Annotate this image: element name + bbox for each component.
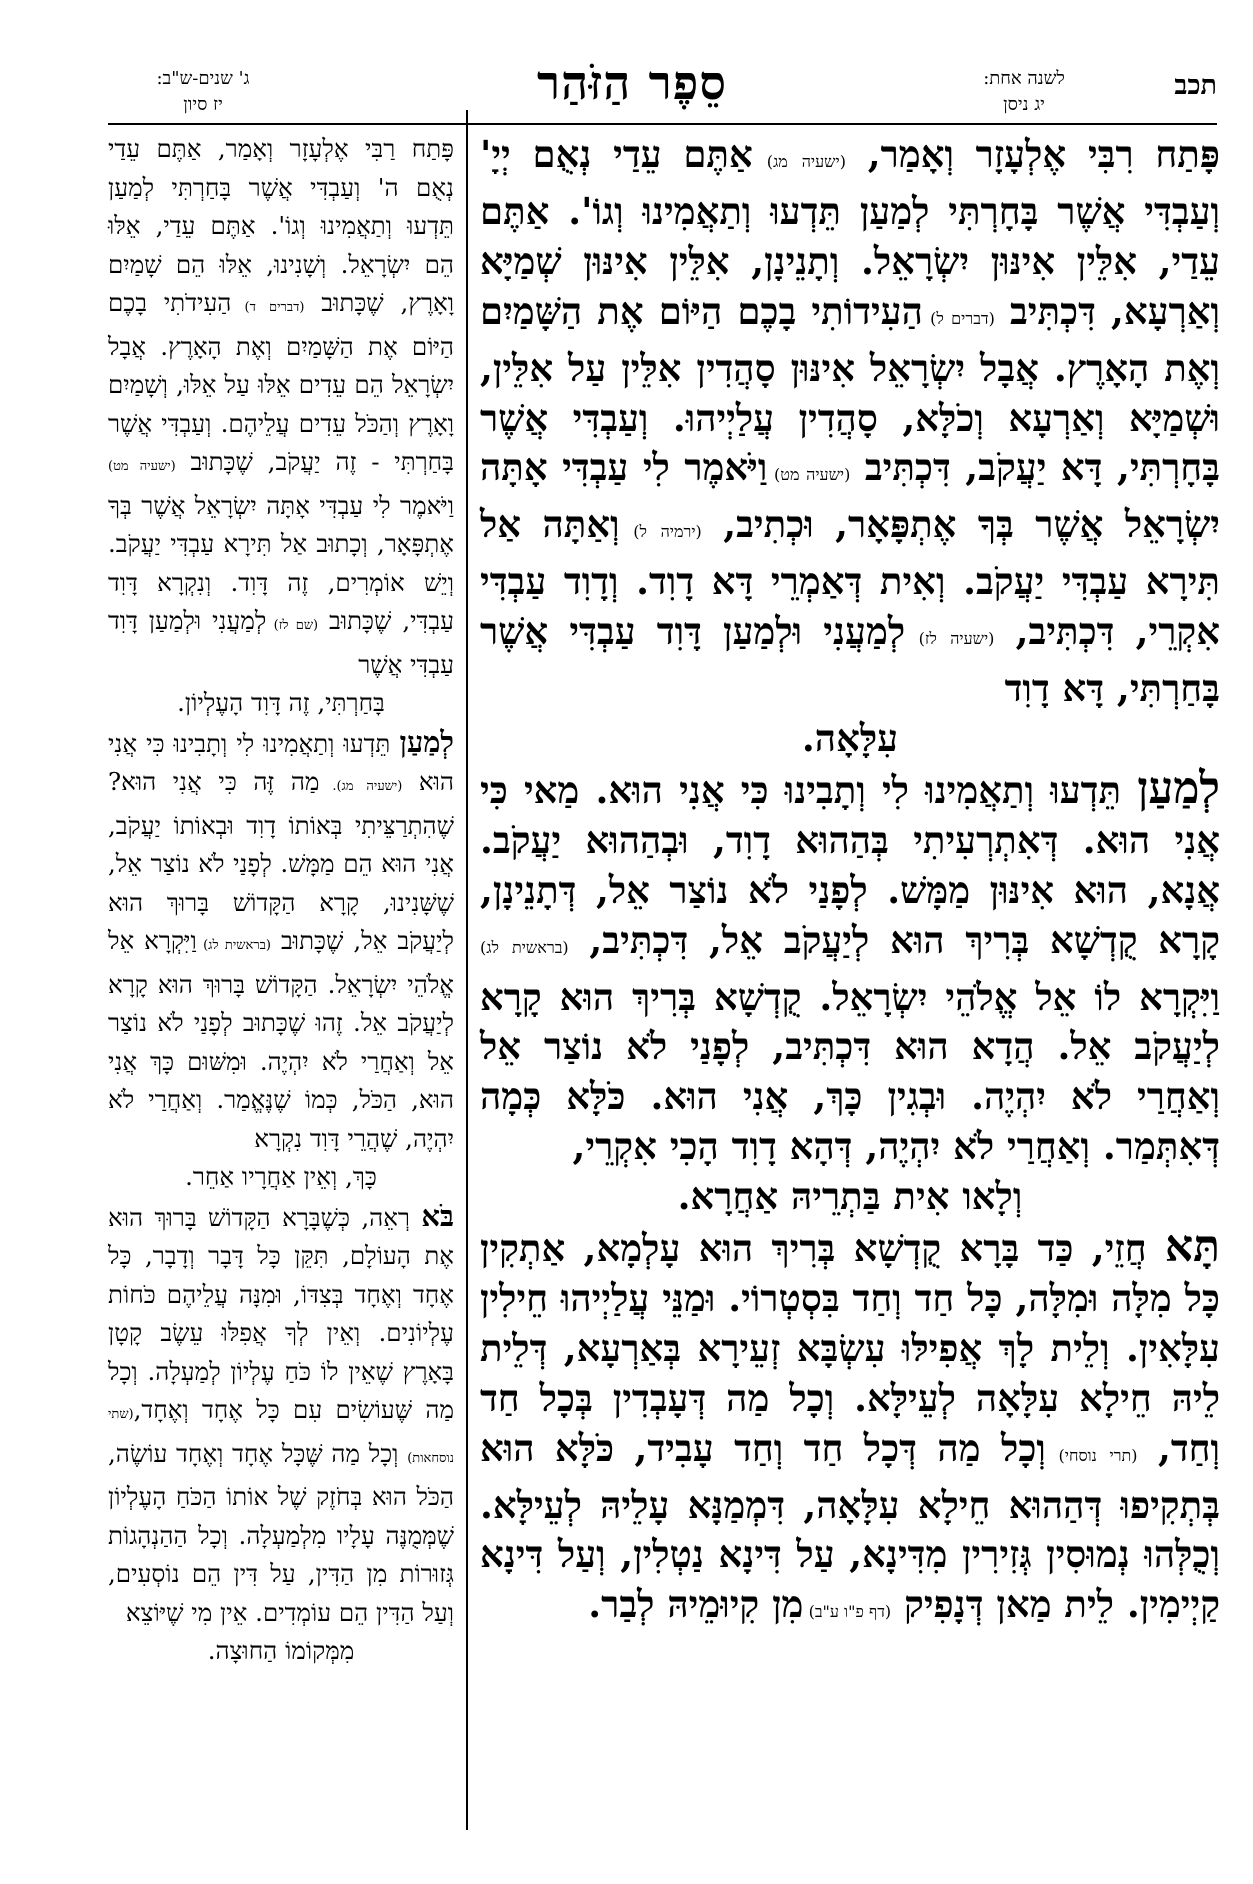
hebrew-text: הַעִידֹתִי בָכֶם הַיּוֹם אֶת הַשָּׁמַיִם וְאֶת הָאָרֶץ. אֲבָל יִשְׂרָאֵל הֵם עֵדִים אֵלּוּ עַל אֵלּוּ, וְשָׁמַיִם וָאָרֶץ וְהַכֹּל עֵדִים עֲלֵיהֶם. וְעַבְדִּי אֲשֶׁר בָּחַרְתִּי - זֶה יַעֲקֹב, שֶׁכָּתוּב: [108, 288, 454, 476]
opening-word: לְמַעַן: [1137, 762, 1220, 814]
aramaic-text: פָּתַח רִבִּי אֶלְעָזָר וְאָמַר,: [845, 132, 1221, 176]
opening-word: לְמַעַן: [399, 724, 454, 759]
source-reference: (בראשית לג): [480, 937, 569, 957]
three-year-date: יז סיון: [183, 94, 223, 115]
source-reference: (דברים ד): [231, 300, 305, 315]
page-number: תכב: [1174, 70, 1217, 101]
hebrew-text: לְמַעֲנִי וּלְמַעַן דָּוִד עַבְדִּי אֲשֶׁר: [108, 606, 454, 679]
aramaic-paragraph-2: [480, 764, 1220, 1172]
hebrew-paragraph-1: [108, 130, 454, 684]
aramaic-text: וְכָל מַה דְּכָל חַד וְחַד עָבִיד, כֹּלָּא הוּא בְּתְקִיפוּ דְּהַהוּא חֵילָא עִלָּאָה, דִּמְמַנָּא עָלֵיהּ לְעֵילָּא. וְכֻלְּהוּ נְמוּסִין גְּזִירִין מִדִּינָא, עַל דִּינָא נַטְלִין, וְעַל דִּינָא קַיְימִין. לֵית מַאן דְּנָפִיק: [480, 1425, 1220, 1627]
hebrew-column: [108, 130, 454, 1854]
source-reference: (דברים ל): [922, 308, 995, 328]
one-year-label: לשנה אחת:: [983, 68, 1065, 89]
aramaic-paragraph-2-end: וְלָאו אִית בַּתְרֵיהּ אַחֲרָא.: [677, 1174, 1023, 1219]
hebrew-paragraph-3: [108, 1197, 454, 1633]
hebrew-paragraph-3-end: מִמְּקוֹמוֹ הַחוּצָה.: [207, 1636, 355, 1665]
aramaic-text: מִן קִיוּמֵיהּ לְבַר.: [588, 1582, 804, 1627]
hebrew-paragraph-2-end: כָּךְ, וְאֵין אַחֲרָיו אַחֵר.: [185, 1162, 377, 1191]
three-year-schedule: [118, 66, 288, 118]
source-reference: (ישעיה מג): [752, 152, 846, 171]
aramaic-text: וַיִּקְרָא לוֹ אֵל אֱלֹהֵי יִשְׂרָאֵל. קֻדְשָׁא בְּרִיךְ הוּא קָרָא לְיַעֲקֹב אֵל. הֲדָא הוּא דִּכְתִּיב, לְפָנַי לֹא נוֹצַר אֵל וְאַחֲרַי לֹא יִהְיֶה. וּבְגִין כָּךְ, אֲנִי הוּא. כֹּלָּא כְּמָה דְּאִתְּמַר. וְאַחֲרַי לֹא יִהְיֶה, דְּהָא דָוִד הָכִי אִקְרֵי,: [480, 974, 1220, 1169]
hebrew-text: תֵּדְעוּ וְתַאֲמִינוּ לִי וְתָבִינוּ כִּי אֲנִי הוּא: [108, 728, 454, 796]
hebrew-text: פָּתַח רַבִּי אֶלְעָזָר וְאָמַר, אַתֶּם עֵדַי נְאֻם ה' וְעַבְדִּי אֲשֶׁר בָּחַרְתִּי לְמַעַן תֵּדְעוּ וְתַאֲמִינוּ וְגוֹ'. אַתֶּם עֵדַי, אֵלּוּ הֵם יִשְׂרָאֵל. וְשָׁנִינוּ, אֵלּוּ הֵם שָׁמַיִם וָאָרֶץ, שֶׁכָּתוּב: [108, 134, 455, 317]
opening-word: בֹּא: [421, 1198, 454, 1233]
hebrew-text: וְכָל מַה שֶּׁכָּל אֶחָד וְאֶחָד עוֹשֶׂה, הַכֹּל הוּא בְּחֹזֶק שֶׁל אוֹתוֹ הַכֹּחַ הָעֶלְיוֹן שֶׁמְּמֻנֶּה עָלָיו מִלְמַעְלָה. וְכָל הַהַנְהָגוֹת גְּזוּרוֹת מִן הַדִּין, עַל דִּין הֵם נוֹסְעִים, וְעַל הַדִּין הֵם עוֹמְדִים. אֵין מִי שֶׁיּוֹצֵא: [108, 1438, 454, 1627]
hebrew-paragraph-1-end: בָּחַרְתִּי, זֶה דָּוִד הָעֶלְיוֹן.: [177, 688, 385, 717]
source-reference: (שם לז): [266, 618, 319, 633]
aramaic-text: וַיֹּאמֶר לִי עַבְדִּי אָתָּה יִשְׂרָאֵל אֲשֶׁר בְּךָ אֶתְפָּאָר, וּכְתִיב,: [480, 445, 1220, 547]
opening-word: תָּא: [1164, 1221, 1220, 1273]
source-reference: (ישעיה מט): [108, 459, 176, 474]
aramaic-column: [480, 130, 1220, 1854]
hebrew-text: וַיֹּאמֶר לִי עַבְדִּי אָתָּה יִשְׂרָאֵל אֲשֶׁר בְּךָ אֶתְפָּאָר, וְכָתוּב אַל תִּירָא עַבְדִּי יַעֲקֹב. וְיֵשׁ אוֹמְרִים, זֶה דָּוִד. וְנִקְרָא דָּוִד עַבְדִּי, שֶׁכָּתוּב: [108, 490, 454, 635]
hebrew-text: וַיִּקְרָא אֵל אֱלֹהֵי יִשְׂרָאֵל. הַקָּדוֹשׁ בָּרוּךְ הוּא קָרָא לְיַעֲקֹב אֵל. זֶהוּ שֶׁכָּתוּב לְפָנַי לֹא נוֹצַר אֵל וְאַחֲרַי לֹא יִהְיֶה. וּמִשּׁוּם כָּךְ אֲנִי הוּא, הַכֹּל, כְּמוֹ שֶׁנֶּאֱמַר. וְאַחֲרַי לֹא יִהְיֶה, שֶׁהֲרֵי דָּוִד נִקְרָא: [108, 926, 454, 1153]
aramaic-text: תֵּדְעוּ וְתַאֲמִינוּ לִי וְתָבִינוּ כִּי אֲנִי הוּא. מַאי כִּי אֲנִי הוּא. דְּאִתְרְעִיתִי בְּהַהוּא דָוִד, וּבְהַהוּא יַעֲקֹב. אֲנָא, הוּא אִינּוּן מַמָּשׁ. לְפָנַי לֹא נוֹצַר אֵל, דְּתָנֵינָן, קָרָא קֻדְשָׁא בְּרִיךְ הוּא לְיַעֲקֹב אֵל, דִּכְתִּיב,: [480, 767, 1220, 962]
aramaic-paragraph-1: [480, 130, 1220, 714]
three-year-label: ג' שנים-ש"ב:: [156, 68, 250, 89]
source-reference: (ישעיה לז): [905, 629, 995, 649]
hebrew-text: רְאֵה, כְּשֶׁבָּרָא הַקָּדוֹשׁ בָּרוּךְ הוּא אֶת הָעוֹלָם, תִּקֵּן כָּל דָּבָר וְדָבָר, כָּל אֶחָד וְאֶחָד בְּצִדּוֹ, וּמִנָּה עֲלֵיהֶם כֹּחוֹת עֶלְיוֹנִים. וְאֵין לְךָ אֲפִלּוּ עֵשֶׂב קָטָן בָּאָרֶץ שֶׁאֵין לוֹ כֹּחַ עֶלְיוֹן לְמַעְלָה. וְכָל מַה שֶּׁעוֹשִׂים עִם כָּל אֶחָד וְאֶחָד,: [108, 1202, 454, 1424]
source-reference: (ירמיה ל): [619, 522, 702, 542]
one-year-schedule: [949, 66, 1099, 118]
aramaic-paragraph-1-end: עִלָּאָה.: [801, 715, 899, 760]
aramaic-text: הַעִידוֹתִי בָכֶם הַיּוֹם אֶת הַשָּׁמַיִם וְאֶת הָאָרֶץ. אֲבָל יִשְׂרָאֵל אִינּוּן סָהֲדִין אִלֵּין עַל אִלֵּין, וּשְׁמַיָּא וְאַרְעָא וְכֹלָּא, סָהֲדִין עֲלַיְיהוּ. וְעַבְדִּי אֲשֶׁר בָּחָרְתִּי, דָּא יַעֲקֹב, דִּכְתִּיב: [480, 288, 1221, 490]
page-header: [0, 0, 1253, 115]
aramaic-text: לְמַעֲנִי וּלְמַעַן דָּוִד עַבְדִּי אֲשֶׁר בָּחַרְתִּי, דָּא דָוִד: [480, 609, 1220, 711]
column-divider: [466, 110, 468, 1830]
hebrew-text: מַה זֶּה כִּי אֲנִי הוּא? שֶׁהִתְרַצֵּיתִי בְּאוֹתוֹ דָוִד וּבְאוֹתוֹ יַעֲקֹב, אֲנִי הוּא הֵם מַמָּשׁ. לְפָנַי לֹא נוֹצַר אֵל, שֶׁשָּׁנִינוּ, קָרָא הַקָּדוֹשׁ בָּרוּךְ הוּא לְיַעֲקֹב אֵל, שֶׁכָּתוּב: [108, 767, 455, 955]
aramaic-text: וְאַתָּה אַל תִּירָא עַבְדִּי יַעֲקֹב. וְאִית דְּאַמְרֵי דָּא דָוִד. וְדָוִד עַבְדִּי אִקְרֵי, דִּכְתִּיב,: [480, 502, 1220, 654]
hebrew-paragraph-2: [108, 723, 454, 1159]
source-reference: (דף פ"ו ע"ב): [803, 1602, 892, 1622]
aramaic-text: אַתֶּם עֵדַי נְאֻם יְיָ' וְעַבְדִּי אֲשֶׁר בָּחָרְתִּי לְמַעַן תֵּדְעוּ וְתַאֲמִינוּ וְגוֹ'. אַתֶּם עֵדַי, אִלֵּין אִינּוּן יִשְׂרָאֵל. וְתָנֵינָן, אִלֵּין אִינּוּן שְׁמַיָּא וְאַרְעָא, דִּכְתִּיב: [480, 132, 1221, 333]
header-rule: [108, 123, 1217, 125]
aramaic-paragraph-3: [480, 1222, 1220, 1637]
book-title: סֵפֶר הַזֹּהַר: [536, 56, 727, 111]
aramaic-text: חֲזֵי, כַּד בָּרָא קֻדְשָׁא בְּרִיךְ הוּא עָלְמָא, אַתְקִין כָּל מִלָּה וּמִלָּה, כָּל חַד וְחַד בִּסְטְרוֹי. וּמַנֵּי עֲלַיְיהוּ חֵילִין עִלָּאִין. וְלֵית לָךְ אֲפִילּוּ עִשְׂבָּא זְעֵירָא בְּאַרְעָא, דְּלֵית לֵיהּ חֵילָא עִלָּאָה לְעֵילָּא. וְכָל מַה דְּעָבְדִין בְּכָל חַד וְחַד,: [480, 1226, 1220, 1470]
source-reference: (תרי נוסחי): [1045, 1445, 1138, 1465]
source-reference: (בראשית לג): [196, 938, 271, 953]
one-year-date: יג ניסן: [1003, 94, 1045, 115]
source-reference: (שתי נוסחאות): [108, 1407, 454, 1466]
source-reference: (ישעיה מג).: [319, 779, 403, 794]
source-reference: (ישעיה מט): [767, 465, 851, 485]
